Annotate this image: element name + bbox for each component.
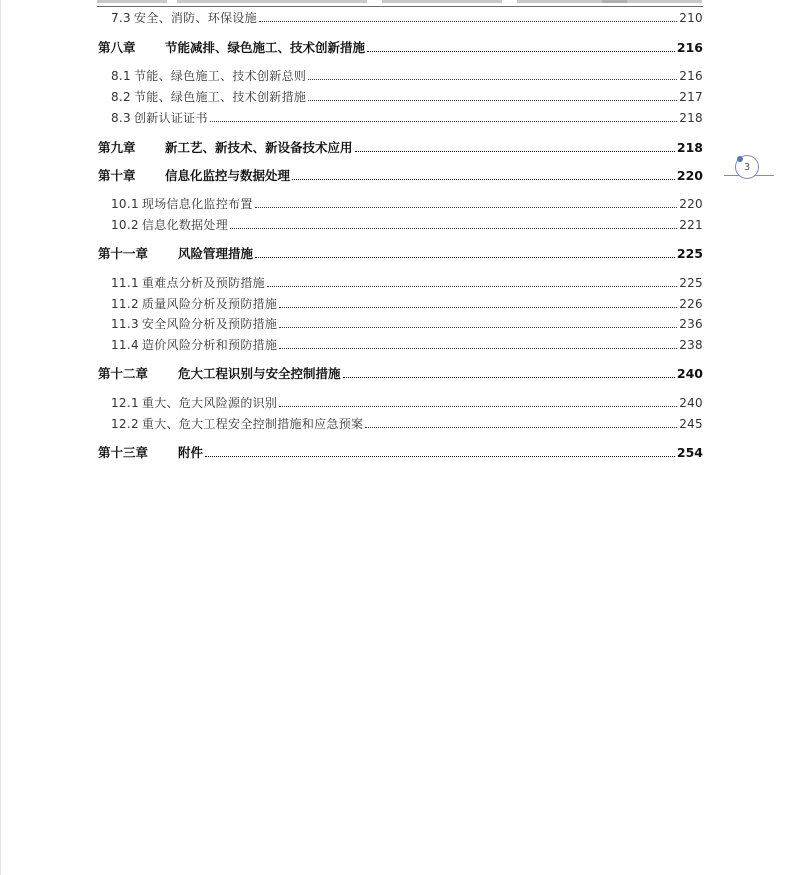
toc-entry-chapter[interactable] [98,244,703,262]
toc-entry-label: 第十一章 风险管理措施 [98,246,254,261]
toc-entry-label: 10.2 信息化数据处理 [111,218,229,232]
toc-entry-chapter[interactable] [98,364,703,382]
toc-page-number: 225 [679,276,703,290]
toc-leader-dots [255,206,678,208]
toc-entry-label: 11.2 质量风险分析及预防措施 [111,297,278,311]
toc-entry-label: 7.3 安全、消防、环保设施 [111,11,257,25]
toc-entry-label: 11.4 造价风险分析和预防措施 [111,338,278,352]
toc-entry-label: 第十三章 附件 [98,445,204,460]
toc-entry-label: 10.1 现场信息化监控布置 [111,197,253,211]
comment-count: 3 [743,161,751,173]
toc-entry-label: 第十章 信息化监控与数据处理 [98,168,291,183]
toc-entry-label: 第九章 新工艺、新技术、新设备技术应用 [98,140,353,155]
toc-entry-section[interactable] [111,9,703,26]
toc-leader-dots [230,227,677,229]
toc-page-number: 210 [679,11,703,25]
toc-entry-chapter[interactable] [98,138,703,156]
toc-entry-chapter[interactable] [98,443,703,461]
toc-page-number: 240 [679,396,703,410]
toc-leader-dots [308,78,677,80]
toc-leader-dots [355,150,675,152]
toc-page-number: 236 [679,317,703,331]
toc-page-number: 218 [676,140,703,155]
toc-page-number: 254 [676,445,703,460]
toc-leader-dots [365,426,677,428]
toc-entry-section[interactable] [111,295,703,312]
toc-entry-label: 8.1 节能、绿色施工、技术创新总则 [111,69,307,83]
toc-page-number: 240 [676,366,703,381]
toc-page-number: 245 [679,417,703,431]
toc-entry-section[interactable] [111,195,703,212]
toc-entry-label: 第八章 节能减排、绿色施工、技术创新措施 [98,40,366,55]
toc-page-number: 218 [679,111,703,125]
page-header-rule [97,6,703,7]
toc-page-number: 225 [676,246,703,261]
toc-leader-dots [267,285,677,287]
toc-leader-dots [343,376,675,378]
toc-leader-dots [292,178,675,180]
toc-leader-dots [255,256,675,258]
toc-page-number: 220 [679,197,703,211]
toc-entry-section[interactable] [111,336,703,353]
toc-entry-section[interactable] [111,88,703,105]
toc-page-number: 217 [679,90,703,104]
toc-page-number: 226 [679,297,703,311]
toc-leader-dots [279,326,677,328]
toc-entry-label: 12.2 重大、危大工程安全控制措施和应急预案 [111,417,364,431]
toc-leader-dots [279,306,677,308]
toc-entry-label: 第十二章 危大工程识别与安全控制措施 [98,366,341,381]
toc-page-number: 216 [679,69,703,83]
toc-entry-section[interactable] [111,274,703,291]
toc-leader-dots [279,405,677,407]
toc-entry-label: 8.3 创新认证证书 [111,111,208,125]
toc-page-number: 220 [676,168,703,183]
toc-entry-chapter[interactable] [98,166,703,184]
toc-leader-dots [205,455,675,457]
toc-entry-section[interactable] [111,315,703,332]
toc-entry-label: 11.1 重难点分析及预防措施 [111,276,265,290]
toc-entry-section[interactable] [111,216,703,233]
toc-leader-dots [367,50,675,52]
toc-entry-chapter[interactable] [98,38,703,56]
toc-leader-dots [210,120,677,122]
toc-entry-label: 12.1 重大、危大风险源的识别 [111,396,278,410]
toc-entry-section[interactable] [111,67,703,84]
toc-entry-label: 11.3 安全风险分析及预防措施 [111,317,278,331]
toc-entry-label: 8.2 节能、绿色施工、技术创新措施 [111,90,307,104]
toc-page-number: 216 [676,40,703,55]
toc-page-number: 238 [679,338,703,352]
toc-leader-dots [259,20,677,22]
toc-entry-section[interactable] [111,415,703,432]
toc-page-number: 221 [679,218,703,232]
toc-leader-dots [279,347,677,349]
toc-leader-dots [308,99,677,101]
comment-indicator-dot [737,156,743,162]
toc-entry-section[interactable] [111,394,703,411]
toc-entry-section[interactable] [111,109,703,126]
